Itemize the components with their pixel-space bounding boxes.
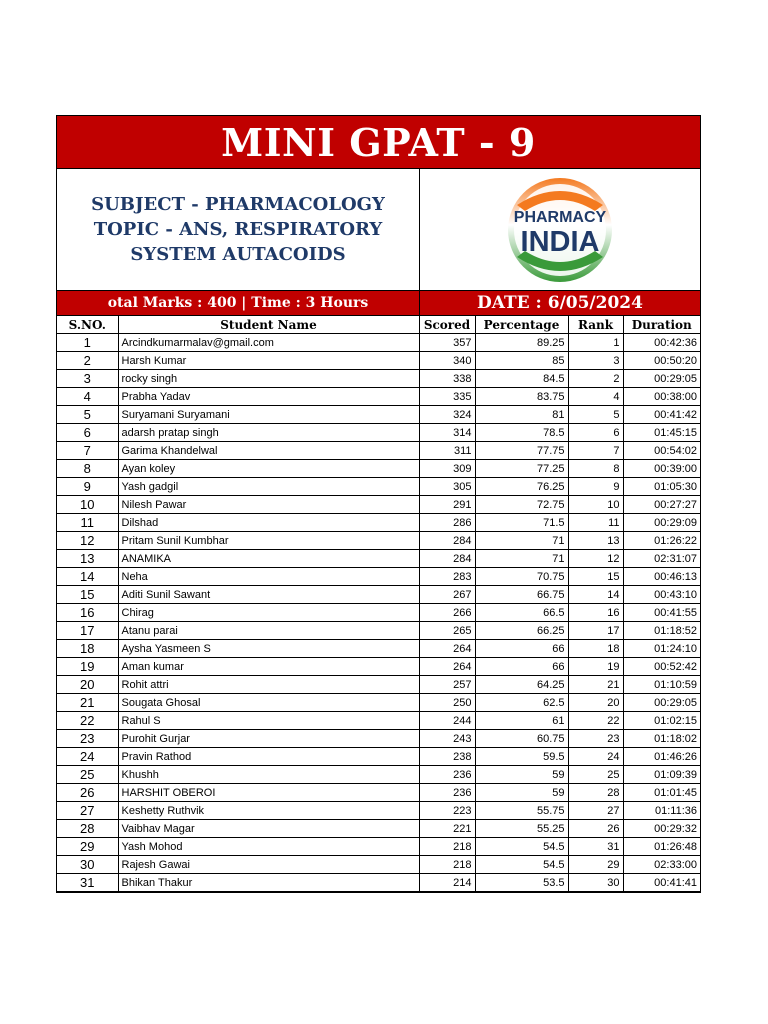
cell-percentage: 89.25 xyxy=(475,334,568,352)
cell-percentage: 78.5 xyxy=(475,424,568,442)
cell-duration: 00:29:05 xyxy=(623,694,700,712)
cell-scored: 267 xyxy=(419,586,475,604)
cell-student-name: Keshetty Ruthvik xyxy=(118,802,419,820)
cell-scored: 250 xyxy=(419,694,475,712)
cell-sno: 8 xyxy=(57,460,118,478)
cell-student-name: Bhikan Thakur xyxy=(118,874,419,892)
cell-student-name: Ayan koley xyxy=(118,460,419,478)
table-row xyxy=(57,406,700,424)
cell-sno: 13 xyxy=(57,550,118,568)
cell-scored: 244 xyxy=(419,712,475,730)
cell-scored: 218 xyxy=(419,838,475,856)
cell-duration: 00:54:02 xyxy=(623,442,700,460)
cell-duration: 00:29:05 xyxy=(623,370,700,388)
cell-duration: 01:05:30 xyxy=(623,478,700,496)
cell-duration: 01:26:48 xyxy=(623,838,700,856)
cell-scored: 266 xyxy=(419,604,475,622)
cell-duration: 01:10:59 xyxy=(623,676,700,694)
logo-text-bottom: INDIA xyxy=(520,225,600,258)
table-row xyxy=(57,712,700,730)
cell-duration: 00:41:55 xyxy=(623,604,700,622)
cell-sno: 19 xyxy=(57,658,118,676)
cell-rank: 26 xyxy=(568,820,623,838)
cell-percentage: 66 xyxy=(475,640,568,658)
cell-rank: 4 xyxy=(568,388,623,406)
table-row xyxy=(57,658,700,676)
cell-scored: 214 xyxy=(419,874,475,892)
cell-percentage: 59 xyxy=(475,784,568,802)
cell-percentage: 64.25 xyxy=(475,676,568,694)
cell-scored: 284 xyxy=(419,532,475,550)
table-row xyxy=(57,586,700,604)
table-row xyxy=(57,388,700,406)
cell-percentage: 54.5 xyxy=(475,856,568,874)
cell-percentage: 59 xyxy=(475,766,568,784)
cell-rank: 28 xyxy=(568,784,623,802)
cell-sno: 30 xyxy=(57,856,118,874)
cell-rank: 29 xyxy=(568,856,623,874)
table-row xyxy=(57,838,700,856)
sheet-title: MINI GPAT - 9 xyxy=(57,116,700,169)
cell-scored: 283 xyxy=(419,568,475,586)
cell-sno: 15 xyxy=(57,586,118,604)
header-scored: Scored xyxy=(419,316,475,334)
cell-sno: 5 xyxy=(57,406,118,424)
cell-duration: 01:02:15 xyxy=(623,712,700,730)
cell-student-name: Rohit attri xyxy=(118,676,419,694)
cell-scored: 338 xyxy=(419,370,475,388)
cell-rank: 11 xyxy=(568,514,623,532)
table-row xyxy=(57,532,700,550)
cell-sno: 6 xyxy=(57,424,118,442)
table-row xyxy=(57,370,700,388)
cell-rank: 24 xyxy=(568,748,623,766)
cell-rank: 2 xyxy=(568,370,623,388)
cell-sno: 23 xyxy=(57,730,118,748)
table-row xyxy=(57,694,700,712)
cell-duration: 01:09:39 xyxy=(623,766,700,784)
cell-sno: 9 xyxy=(57,478,118,496)
cell-sno: 21 xyxy=(57,694,118,712)
cell-rank: 31 xyxy=(568,838,623,856)
cell-percentage: 66 xyxy=(475,658,568,676)
cell-percentage: 85 xyxy=(475,352,568,370)
cell-scored: 243 xyxy=(419,730,475,748)
cell-rank: 18 xyxy=(568,640,623,658)
cell-sno: 18 xyxy=(57,640,118,658)
cell-sno: 2 xyxy=(57,352,118,370)
cell-scored: 340 xyxy=(419,352,475,370)
cell-duration: 01:24:10 xyxy=(623,640,700,658)
cell-sno: 4 xyxy=(57,388,118,406)
cell-sno: 7 xyxy=(57,442,118,460)
cell-student-name: Garima Khandelwal xyxy=(118,442,419,460)
cell-percentage: 71.5 xyxy=(475,514,568,532)
exam-date: DATE : 6/05/2024 xyxy=(477,293,643,313)
table-row xyxy=(57,622,700,640)
cell-scored: 257 xyxy=(419,676,475,694)
cell-duration: 02:33:00 xyxy=(623,856,700,874)
cell-sno: 16 xyxy=(57,604,118,622)
table-row xyxy=(57,352,700,370)
cell-scored: 309 xyxy=(419,460,475,478)
cell-rank: 20 xyxy=(568,694,623,712)
table-row xyxy=(57,604,700,622)
cell-rank: 5 xyxy=(568,406,623,424)
cell-scored: 286 xyxy=(419,514,475,532)
cell-scored: 264 xyxy=(419,640,475,658)
cell-rank: 27 xyxy=(568,802,623,820)
table-row xyxy=(57,460,700,478)
table-row xyxy=(57,748,700,766)
cell-student-name: Sougata Ghosal xyxy=(118,694,419,712)
cell-scored: 335 xyxy=(419,388,475,406)
table-row xyxy=(57,496,700,514)
cell-sno: 29 xyxy=(57,838,118,856)
cell-duration: 00:42:36 xyxy=(623,334,700,352)
cell-sno: 17 xyxy=(57,622,118,640)
cell-student-name: rocky singh xyxy=(118,370,419,388)
table-row xyxy=(57,784,700,802)
cell-duration: 01:11:36 xyxy=(623,802,700,820)
cell-percentage: 71 xyxy=(475,550,568,568)
cell-rank: 16 xyxy=(568,604,623,622)
cell-duration: 00:41:42 xyxy=(623,406,700,424)
cell-duration: 00:29:09 xyxy=(623,514,700,532)
cell-rank: 30 xyxy=(568,874,623,892)
cell-percentage: 55.25 xyxy=(475,820,568,838)
cell-duration: 00:41:41 xyxy=(623,874,700,892)
cell-student-name: Chirag xyxy=(118,604,419,622)
cell-rank: 25 xyxy=(568,766,623,784)
cell-scored: 236 xyxy=(419,784,475,802)
cell-student-name: Nilesh Pawar xyxy=(118,496,419,514)
cell-duration: 00:27:27 xyxy=(623,496,700,514)
cell-student-name: Arcindkumarmalav@gmail.com xyxy=(118,334,419,352)
cell-rank: 21 xyxy=(568,676,623,694)
cell-duration: 01:01:45 xyxy=(623,784,700,802)
cell-percentage: 60.75 xyxy=(475,730,568,748)
cell-sno: 27 xyxy=(57,802,118,820)
cell-student-name: HARSHIT OBEROI xyxy=(118,784,419,802)
cell-student-name: Dilshad xyxy=(118,514,419,532)
cell-percentage: 81 xyxy=(475,406,568,424)
cell-scored: 265 xyxy=(419,622,475,640)
cell-sno: 25 xyxy=(57,766,118,784)
table-row xyxy=(57,802,700,820)
table-row xyxy=(57,334,700,352)
cell-percentage: 53.5 xyxy=(475,874,568,892)
cell-percentage: 55.75 xyxy=(475,802,568,820)
cell-student-name: Atanu parai xyxy=(118,622,419,640)
cell-sno: 12 xyxy=(57,532,118,550)
cell-rank: 10 xyxy=(568,496,623,514)
cell-scored: 291 xyxy=(419,496,475,514)
cell-student-name: Khushh xyxy=(118,766,419,784)
cell-percentage: 66.75 xyxy=(475,586,568,604)
cell-student-name: Aysha Yasmeen S xyxy=(118,640,419,658)
cell-student-name: Neha xyxy=(118,568,419,586)
cell-duration: 00:39:00 xyxy=(623,460,700,478)
pharmacy-india-logo xyxy=(495,175,625,285)
cell-percentage: 62.5 xyxy=(475,694,568,712)
table-row xyxy=(57,568,700,586)
cell-sno: 14 xyxy=(57,568,118,586)
cell-scored: 236 xyxy=(419,766,475,784)
cell-student-name: Pravin Rathod xyxy=(118,748,419,766)
cell-rank: 17 xyxy=(568,622,623,640)
cell-rank: 3 xyxy=(568,352,623,370)
cell-rank: 13 xyxy=(568,532,623,550)
cell-duration: 01:46:26 xyxy=(623,748,700,766)
cell-percentage: 54.5 xyxy=(475,838,568,856)
cell-sno: 1 xyxy=(57,334,118,352)
cell-rank: 15 xyxy=(568,568,623,586)
cell-sno: 22 xyxy=(57,712,118,730)
cell-percentage: 84.5 xyxy=(475,370,568,388)
results-table xyxy=(57,316,700,892)
cell-rank: 19 xyxy=(568,658,623,676)
cell-student-name: Aditi Sunil Sawant xyxy=(118,586,419,604)
cell-rank: 8 xyxy=(568,460,623,478)
cell-percentage: 66.25 xyxy=(475,622,568,640)
cell-rank: 1 xyxy=(568,334,623,352)
cell-percentage: 61 xyxy=(475,712,568,730)
cell-sno: 28 xyxy=(57,820,118,838)
table-row xyxy=(57,424,700,442)
cell-percentage: 71 xyxy=(475,532,568,550)
cell-student-name: Yash gadgil xyxy=(118,478,419,496)
cell-student-name: Prabha Yadav xyxy=(118,388,419,406)
cell-student-name: Rajesh Gawai xyxy=(118,856,419,874)
cell-sno: 26 xyxy=(57,784,118,802)
table-row xyxy=(57,874,700,892)
meta-row xyxy=(57,291,700,316)
cell-percentage: 77.75 xyxy=(475,442,568,460)
table-row xyxy=(57,676,700,694)
cell-student-name: ANAMIKA xyxy=(118,550,419,568)
cell-duration: 00:46:13 xyxy=(623,568,700,586)
subject-line: SUBJECT - PHARMACOLOGY xyxy=(91,194,385,215)
cell-duration: 01:18:02 xyxy=(623,730,700,748)
cell-duration: 01:45:15 xyxy=(623,424,700,442)
cell-scored: 305 xyxy=(419,478,475,496)
cell-rank: 14 xyxy=(568,586,623,604)
cell-student-name: adarsh pratap singh xyxy=(118,424,419,442)
cell-scored: 324 xyxy=(419,406,475,424)
table-row xyxy=(57,766,700,784)
cell-scored: 314 xyxy=(419,424,475,442)
table-row xyxy=(57,640,700,658)
cell-percentage: 77.25 xyxy=(475,460,568,478)
result-sheet xyxy=(56,115,701,893)
cell-duration: 00:29:32 xyxy=(623,820,700,838)
cell-rank: 9 xyxy=(568,478,623,496)
cell-percentage: 72.75 xyxy=(475,496,568,514)
cell-duration: 00:52:42 xyxy=(623,658,700,676)
marks-time-label: otal Marks : 400 | Time : 3 Hours xyxy=(57,291,420,315)
header-student-name: Student Name xyxy=(118,316,419,334)
subject-block xyxy=(57,169,420,290)
cell-scored: 223 xyxy=(419,802,475,820)
cell-duration: 00:43:10 xyxy=(623,586,700,604)
table-row xyxy=(57,820,700,838)
cell-duration: 02:31:07 xyxy=(623,550,700,568)
cell-rank: 6 xyxy=(568,424,623,442)
topic-line-continued: SYSTEM AUTACOIDS xyxy=(130,244,346,265)
cell-student-name: Aman kumar xyxy=(118,658,419,676)
table-row xyxy=(57,730,700,748)
table-row xyxy=(57,514,700,532)
table-header-row xyxy=(57,316,700,334)
cell-duration: 01:26:22 xyxy=(623,532,700,550)
cell-percentage: 66.5 xyxy=(475,604,568,622)
cell-sno: 3 xyxy=(57,370,118,388)
logo-text-top: PHARMACY xyxy=(513,208,607,226)
info-row xyxy=(57,169,700,291)
header-percentage: Percentage xyxy=(475,316,568,334)
cell-scored: 238 xyxy=(419,748,475,766)
cell-scored: 221 xyxy=(419,820,475,838)
cell-percentage: 76.25 xyxy=(475,478,568,496)
table-row xyxy=(57,856,700,874)
cell-student-name: Harsh Kumar xyxy=(118,352,419,370)
header-rank: Rank xyxy=(568,316,623,334)
table-row xyxy=(57,442,700,460)
cell-duration: 01:18:52 xyxy=(623,622,700,640)
cell-sno: 20 xyxy=(57,676,118,694)
cell-percentage: 70.75 xyxy=(475,568,568,586)
cell-rank: 7 xyxy=(568,442,623,460)
table-row xyxy=(57,550,700,568)
cell-sno: 24 xyxy=(57,748,118,766)
cell-scored: 264 xyxy=(419,658,475,676)
header-sno: S.NO. xyxy=(57,316,118,334)
cell-scored: 284 xyxy=(419,550,475,568)
logo-cell xyxy=(420,169,700,290)
cell-rank: 12 xyxy=(568,550,623,568)
cell-duration: 00:50:20 xyxy=(623,352,700,370)
header-duration: Duration xyxy=(623,316,700,334)
cell-student-name: Vaibhav Magar xyxy=(118,820,419,838)
cell-sno: 10 xyxy=(57,496,118,514)
cell-scored: 357 xyxy=(419,334,475,352)
cell-sno: 11 xyxy=(57,514,118,532)
cell-sno: 31 xyxy=(57,874,118,892)
cell-student-name: Purohit Gurjar xyxy=(118,730,419,748)
cell-rank: 23 xyxy=(568,730,623,748)
cell-student-name: Rahul S xyxy=(118,712,419,730)
cell-student-name: Suryamani Suryamani xyxy=(118,406,419,424)
cell-rank: 22 xyxy=(568,712,623,730)
table-row xyxy=(57,478,700,496)
topic-line: TOPIC - ANS, RESPIRATORY xyxy=(93,219,383,240)
cell-percentage: 83.75 xyxy=(475,388,568,406)
cell-scored: 311 xyxy=(419,442,475,460)
cell-student-name: Pritam Sunil Kumbhar xyxy=(118,532,419,550)
cell-duration: 00:38:00 xyxy=(623,388,700,406)
cell-percentage: 59.5 xyxy=(475,748,568,766)
cell-scored: 218 xyxy=(419,856,475,874)
cell-student-name: Yash Mohod xyxy=(118,838,419,856)
